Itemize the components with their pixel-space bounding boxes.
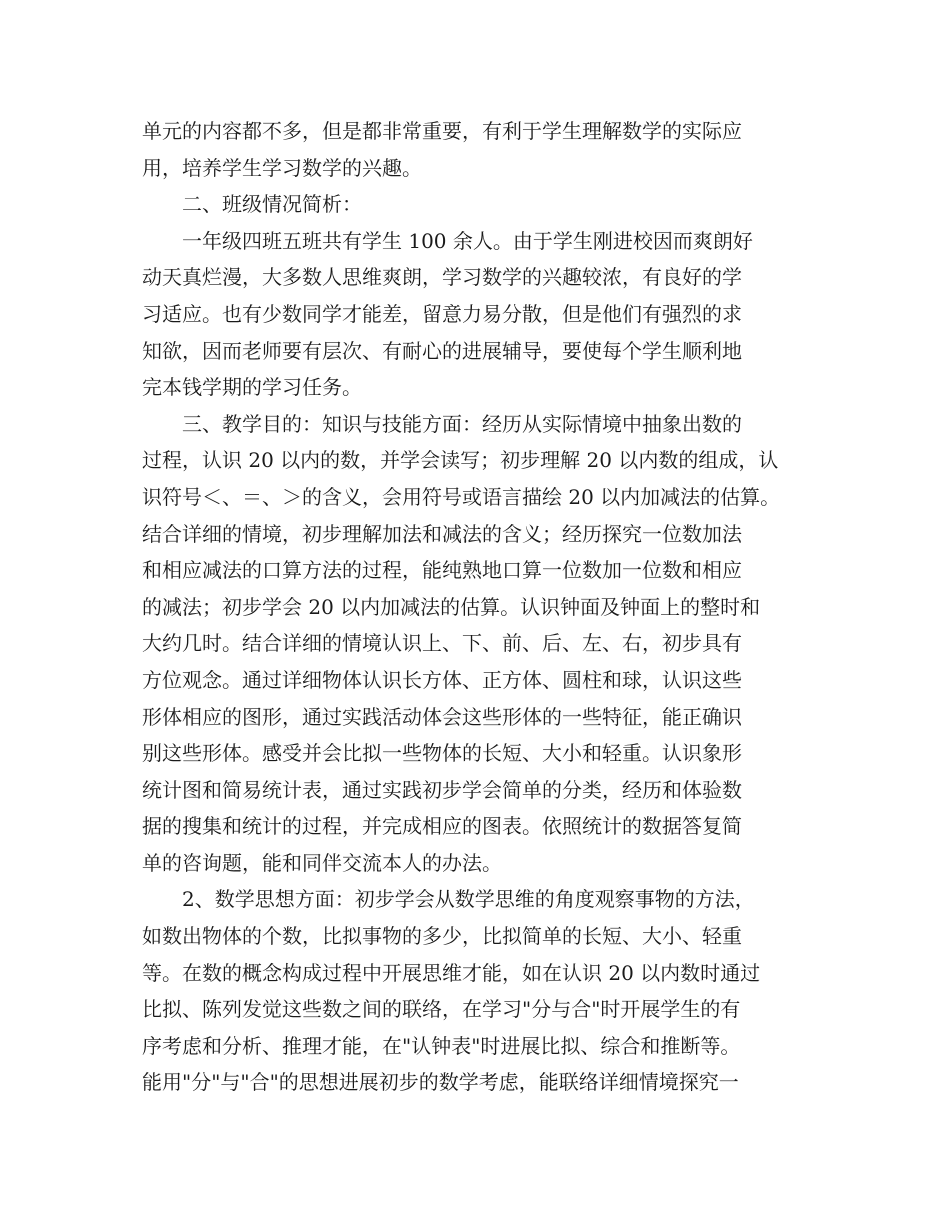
text-line-6: 习适应。也有少数同学才能差，留意力易分散，但是他们有强烈的求 — [142, 301, 742, 326]
text-line-20: 据的搜集和统计的过程，并完成相应的图表。依照统计的数据答复简 — [142, 814, 742, 839]
text-line-12: 结合详细的情境，初步理解加法和减法的含义；经历探究一位数加法 — [142, 521, 742, 546]
text-line-14: 的减法；初步学会 20 以内加减法的估算。认识钟面及钟面上的整时和 — [142, 594, 761, 619]
text-line-8: 完本钱学期的学习任务。 — [142, 375, 362, 400]
section-heading-teaching-goals: 三、教学目的：知识与技能方面：经历从实际情境中抽象出数的 — [142, 411, 742, 436]
section-heading-class-overview: 二、班级情况简析： — [142, 192, 362, 217]
document-body — [142, 113, 812, 1101]
text-line-17: 形体相应的图形，通过实践活动体会这些形体的一些特征，能正确识 — [142, 704, 742, 729]
text-line-19: 统计图和简易统计表，通过实践初步学会简单的分类，经历和体验数 — [142, 777, 742, 802]
text-line-27: 能用"分"与"合"的思想进展初步的数学考虑，能联络详细情境探究一 — [142, 1070, 739, 1095]
text-line-21: 单的咨询题，能和同伴交流本人的办法。 — [142, 850, 502, 875]
text-line-15: 大约几时。结合详细的情境认识上、下、前、后、左、右，初步具有 — [142, 631, 742, 656]
text-line-18: 别这些形体。感受并会比拟一些物体的长短、大小和轻重。认识象形 — [142, 741, 742, 766]
text-line-25: 比拟、陈列发觉这些数之间的联络，在学习"分与合"时开展学生的有 — [142, 997, 741, 1022]
text-line-1: 单元的内容都不多，但是都非常重要，有利于学生理解数学的实际应 — [142, 119, 742, 143]
text-line-16: 方位观念。通过详细物体认识长方体、正方体、圆柱和球，认识这些 — [142, 667, 742, 692]
text-line-2: 用，培养学生学习数学的兴趣。 — [142, 155, 422, 180]
text-line-24: 等。在数的概念构成过程中开展思维才能，如在认识 20 以内数时通过 — [142, 960, 761, 985]
text-line-7: 知欲，因而老师要有层次、有耐心的进展辅导，要使每个学生顺利地 — [142, 338, 742, 363]
text-line-11: 识符号＜、＝、＞的含义，会用符号或语言描绘 20 以内加减法的估算。 — [142, 484, 781, 509]
text-line-4: 一年级四班五班共有学生 100 余人。由于学生刚进校因而爽朗好 — [142, 228, 753, 253]
text-line-26: 序考虑和分析、推理才能，在"认钟表"时进展比拟、综合和推断等。 — [142, 1033, 741, 1058]
section-heading-math-thinking: 2、数学思想方面：初步学会从数学思维的角度观察事物的方法， — [142, 887, 755, 912]
text-line-23: 如数出物体的个数，比拟事物的多少，比拟简单的长短、大小、轻重 — [142, 924, 742, 949]
text-line-5: 动天真烂漫，大多数人思维爽朗，学习数学的兴趣较浓，有良好的学 — [142, 265, 742, 290]
text-line-13: 和相应减法的口算方法的过程，能纯熟地口算一位数加一位数和相应 — [142, 558, 742, 583]
text-line-10: 过程，认识 20 以内的数，并学会读写；初步理解 20 以内数的组成，认 — [142, 448, 779, 473]
